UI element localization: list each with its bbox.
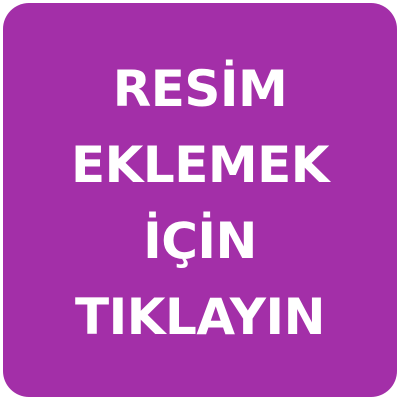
label-line-3: İÇİN (143, 212, 257, 270)
add-image-label (71, 51, 329, 355)
add-image-button[interactable] (3, 3, 397, 397)
label-line-2: EKLEMEK (70, 136, 330, 194)
label-line-1: RESİM (112, 60, 288, 118)
label-line-4: TIKLAYIN (75, 288, 325, 346)
